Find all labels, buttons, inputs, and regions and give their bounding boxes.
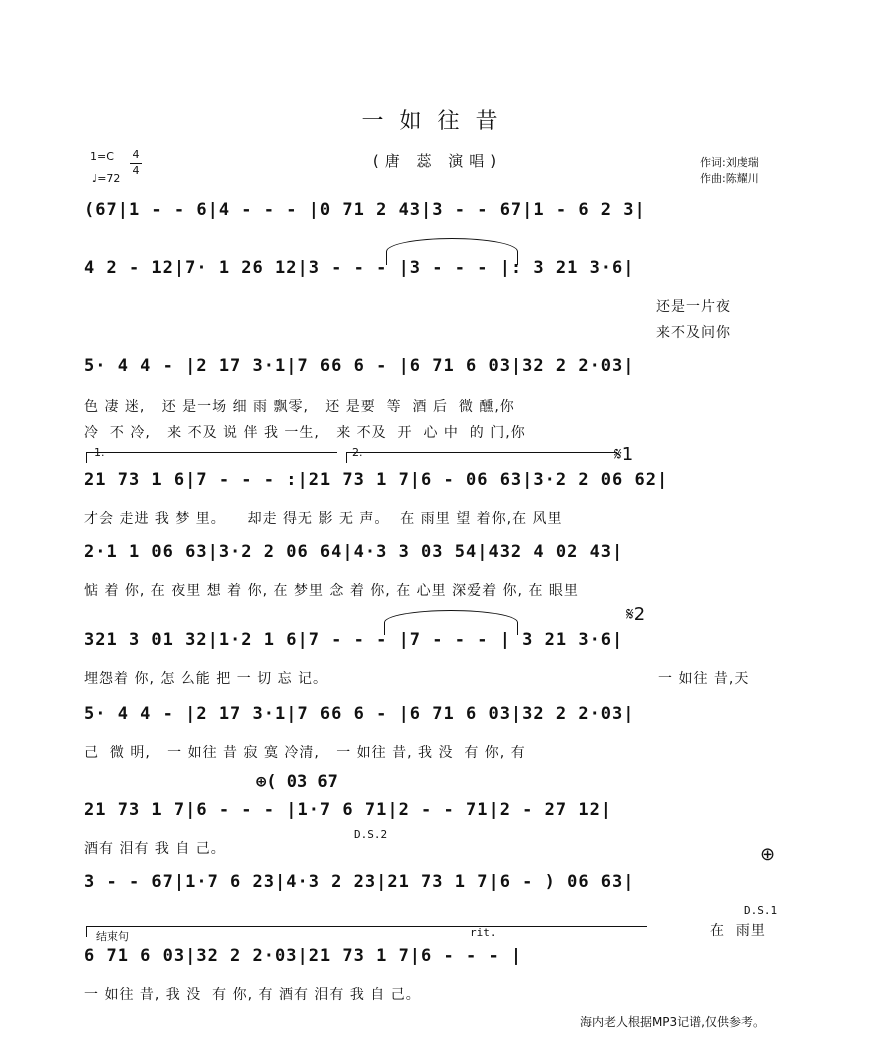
score-line-9: 3 - - 67|1·7 6 23|4·3 2 23|21 73 1 7|6 - ) 06 63| — [84, 872, 635, 892]
volta-1-label: 1. — [94, 446, 105, 459]
meter-bottom: 4 — [132, 164, 140, 177]
lyric-chorus-line-3: 埋怨着 你, 怎 么能 把 一 切 忘 记。 — [84, 671, 329, 687]
transcription-note: 海内老人根据MP3记谱,仅供参考。 — [579, 1015, 765, 1029]
volta-bracket-1 — [86, 452, 337, 463]
score-line-4: 21 73 1 6|7 - - - :|21 73 1 7|6 - 06 63|3·2 2 06 62| — [84, 470, 669, 490]
lyric-ending: 一 如往 昔, 我 没 有 你, 有 酒有 泪有 我 自 己。 — [84, 987, 421, 1003]
ds2-marking: D.S.2 — [354, 828, 388, 841]
song-title: 一如往昔 — [361, 109, 514, 134]
lyric-verse2-line: 冷 不 冷, 来 不及 说 伴 我 一生, 来 不及 开 心 中 的 门,你 — [84, 425, 526, 441]
score-line-7: 5· 4 4 - |2 17 3·1|7 66 6 - |6 71 6 03|32 2 2·03| — [84, 704, 635, 724]
key-signature: 1=C — [90, 150, 114, 163]
volta-bracket-2 — [346, 452, 617, 463]
score-line-5: 2·1 1 06 63|3·2 2 06 64|4·3 3 03 54|432 4 02 43| — [84, 542, 624, 562]
lyric-verse3-line: 己 微 明, 一 如往 昔 寂 寞 冷清, 一 如往 昔, 我 没 有 你, 有 — [84, 745, 526, 761]
ending-bracket — [86, 926, 647, 937]
rit-marking: rit. — [470, 926, 497, 939]
lyric-verse2-intro: 来不及问你 — [656, 325, 731, 341]
score-line-10: 6 71 6 03|32 2 2·03|21 73 1 7|6 - - - | — [84, 946, 523, 966]
composer-credit: 作曲:陈耀川 — [700, 172, 759, 185]
segno-1-icon: 𝄋1 — [614, 444, 634, 465]
tempo-value: =72 — [97, 172, 121, 185]
lyric-pickup: 在 雨里 — [710, 923, 766, 939]
lyric-verse3-intro: 一 如往 昔,天 — [658, 671, 750, 687]
lyric-verse1-intro: 还是一片夜 — [656, 299, 731, 315]
performer: (唐 蕊 演唱) — [372, 152, 503, 170]
ds1-marking: D.S.1 — [744, 904, 778, 917]
score-line-8: 21 73 1 7|6 - - - |1·7 6 71|2 - - 71|2 - 27 12| — [84, 800, 613, 820]
volta-2-label: 2. — [352, 446, 363, 459]
score-line-1: (67|1 - - 6|4 - - - |0 71 2 43|3 - - 67|1 - 6 2 3| — [84, 200, 646, 220]
lyric-chorus-line-1: 才会 走进 我 梦 里。 却走 得无 影 无 声。 在 雨里 望 着你,在 风里 — [84, 511, 563, 527]
lyricist-credit: 作词:刘虔瑞 — [700, 156, 759, 169]
quarter-note-icon: ♩ — [92, 172, 98, 185]
tie-arc — [386, 238, 518, 265]
coda-intro: ⊕( 03 67 — [256, 772, 338, 792]
lyric-verse1-line: 色 凄 迷, 还 是一场 细 雨 飘零, 还 是要 等 酒 后 微 醺,你 — [84, 399, 515, 415]
segno-2-icon: 𝄋2 — [626, 604, 646, 625]
ending-label: 结束句 — [96, 930, 129, 943]
lyric-verse3-end: 酒有 泪有 我 自 己。 — [84, 841, 226, 857]
score-line-3: 5· 4 4 - |2 17 3·1|7 66 6 - |6 71 6 03|32 2 2·03| — [84, 356, 635, 376]
score-line-2: 4 2 - 12|7· 1 26 12|3 - - - |3 - - - |: 3 21 3·6| — [84, 258, 635, 278]
score-line-6: 321 3 01 32|1·2 1 6|7 - - - |7 - - - | 3 21 3·6| — [84, 630, 624, 650]
coda-icon: ⊕ — [760, 844, 776, 865]
tempo-marking — [92, 172, 120, 185]
lyric-chorus-line-2: 惦 着 你, 在 夜里 想 着 你, 在 梦里 念 着 你, 在 心里 深爱着 你, 在 眼里 — [84, 583, 579, 599]
meter-top: 4 — [132, 148, 140, 161]
